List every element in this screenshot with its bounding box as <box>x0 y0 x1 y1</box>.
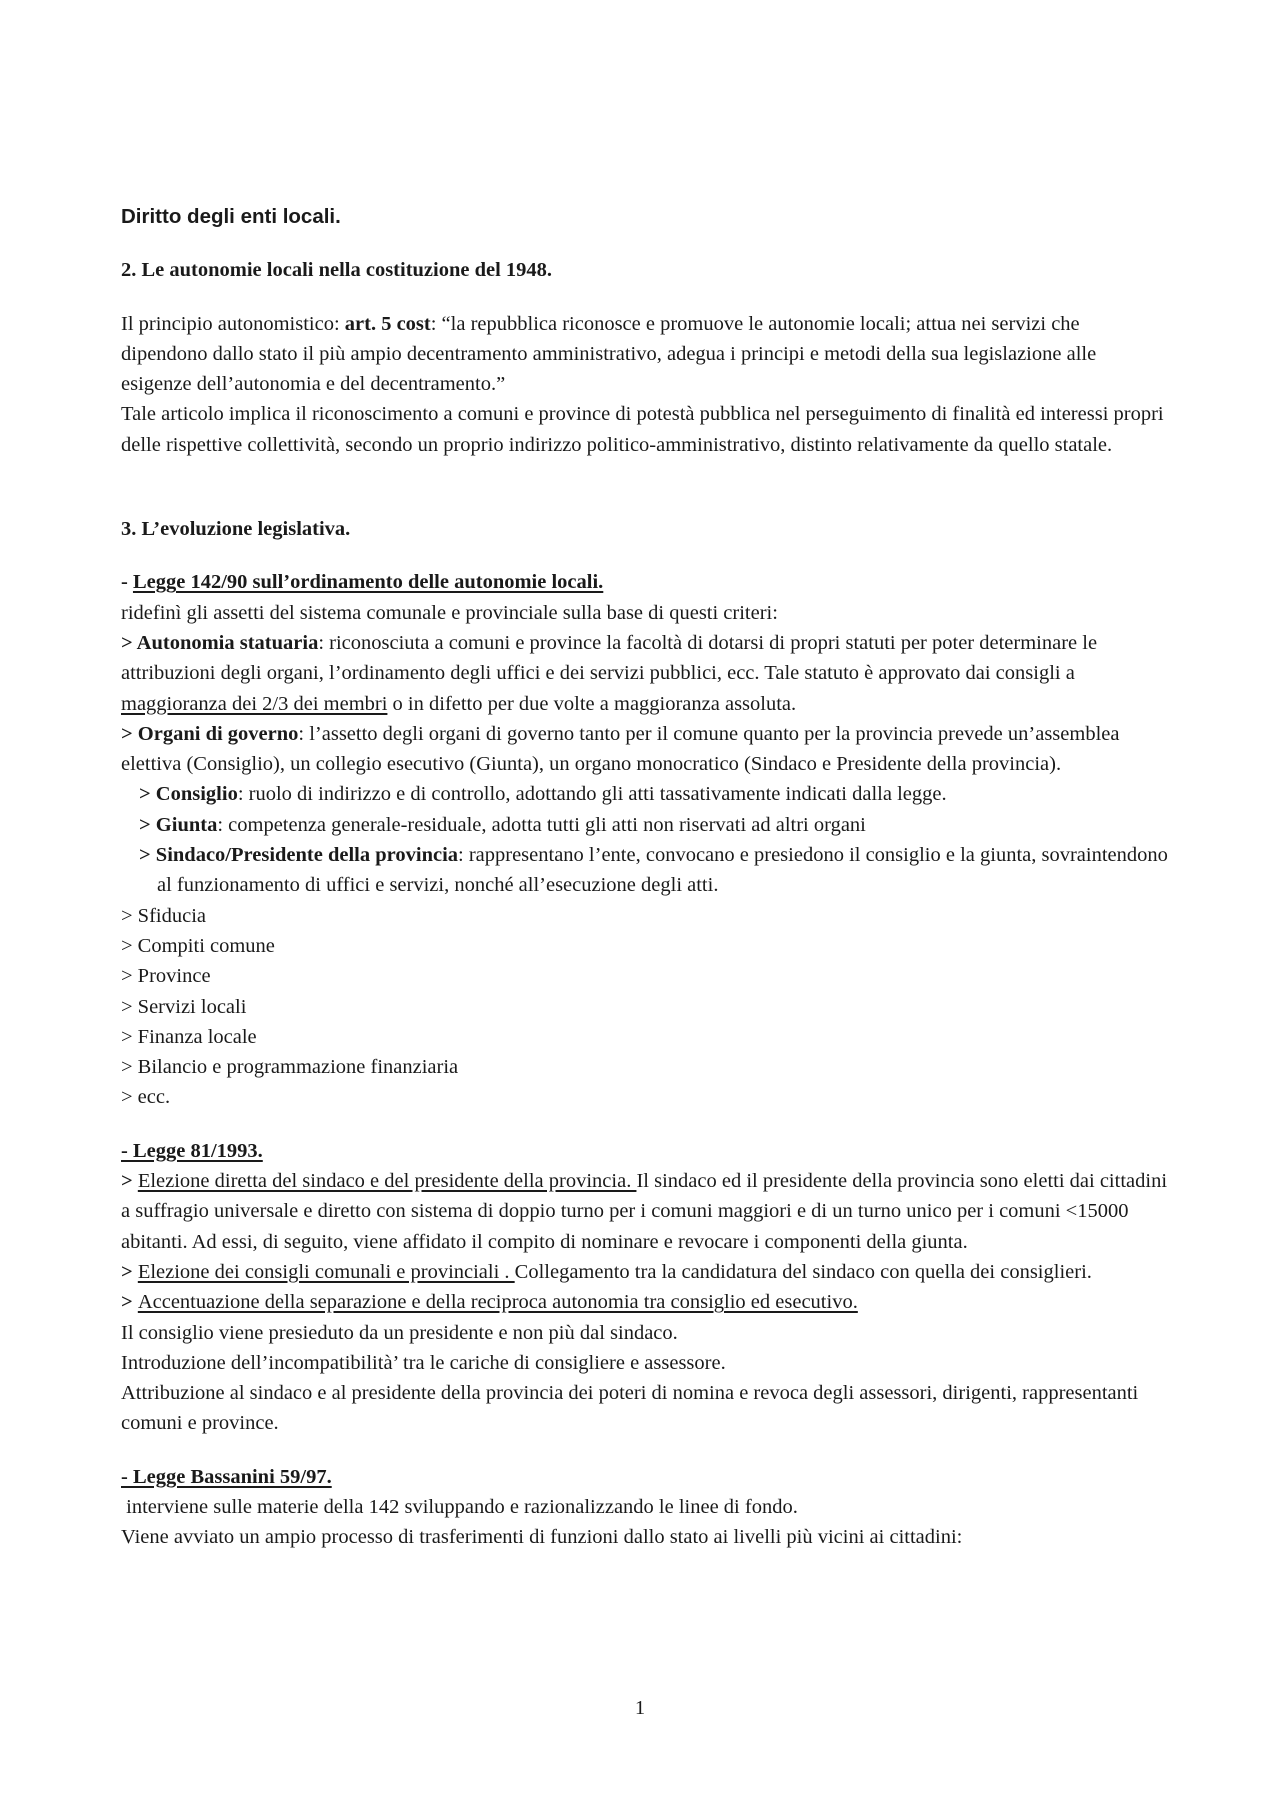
autonomia-statuaria-item: > Autonomia statuaria: riconosciuta a comuni e province la facoltà di dotarsi di propri statuti per poter determinare le attribuzioni degli organi, l’ordinamento degli uffici e dei servizi pubblici, ecc. Tale statuto è approvato dai consigli a maggioranza dei 2/3 dei membri o in difetto per due volte a maggioranza assoluta. <box>121 631 1098 715</box>
article-reference: art. 5 cost <box>344 312 431 335</box>
bassanini-line: interviene sulle materie della 142 sviluppando e razionalizzando le linee di fondo. <box>121 1495 798 1518</box>
list-item: > Finanza locale <box>121 1025 257 1048</box>
list-item: > ecc. <box>121 1086 171 1109</box>
section-2-heading: 2. Le autonomie locali nella costituzione del 1948. <box>121 259 553 282</box>
consiglio-item: > Consiglio: ruolo di indirizzo e di controllo, adottando gli atti tassativamente indicati dalla legge. <box>139 783 947 806</box>
law-142-title: - Legge 142/90 sull’ordinamento delle autonomie locali. <box>121 571 604 594</box>
bassanini-title: - Legge Bassanini 59/97. <box>121 1465 332 1488</box>
law-81-line: Attribuzione al sindaco e al presidente della provincia dei poteri di nomina e revoca degli assessori, dirigenti, rappresentanti comuni e province. <box>121 1382 1139 1435</box>
giunta-item: > Giunta: competenza generale-residuale, adotta tutti gli atti non riservati ad altri organi <box>139 813 866 836</box>
law-81-line: Il consiglio viene presieduto da un presidente e non più dal sindaco. <box>121 1321 678 1344</box>
list-item: > Bilancio e programmazione finanziaria <box>121 1056 459 1079</box>
list-item: > Sfiducia <box>121 904 207 927</box>
document-title: Diritto degli enti locali. <box>121 205 341 228</box>
list-item: > Province <box>121 965 211 988</box>
section-3-heading: 3. L’evoluzione legislativa. <box>121 518 351 541</box>
list-item: > Compiti comune <box>121 934 275 957</box>
elezione-consigli-item: > Elezione dei consigli comunali e provinciali . Collegamento tra la candidatura del sindaco con quella dei consiglieri. <box>121 1260 1092 1283</box>
organi-di-governo-item: > Organi di governo: l’assetto degli organi di governo tanto per il comune quanto per la provincia prevede un’assemblea elettiva (Consiglio), un collegio esecutivo (Giunta), un organo monocratico (Sindaco e Presidente della provincia). <box>121 722 1120 776</box>
section-2-paragraph-2: Tale articolo implica il riconoscimento a comuni e province di potestà pubblica nel perseguimento di finalità ed interessi propri delle rispettive collettività, secondo un proprio indirizzo politico-amministrativo, distinto relativamente da quello statale. <box>121 403 1164 456</box>
underlined-phrase: maggioranza dei 2/3 dei membri <box>121 692 388 715</box>
bassanini-line: Viene avviato un ampio processo di trasferimenti di funzioni dallo stato ai livelli più vicini ai cittadini: <box>121 1526 963 1549</box>
elezione-diretta-item: > Elezione diretta del sindaco e del presidente della provincia. Il sindaco ed il presidente della provincia sono eletti dai cittadini a suffragio universale e diretto con sistema di doppio turno per i comuni maggiori e di un turno unico per i comuni <15000 abitanti. Ad essi, di seguito, viene affidato il compito di nominare e revocare i componenti della giunta. <box>121 1170 1168 1253</box>
law-81-line: Introduzione dell’incompatibilità’ tra le cariche di consigliere e assessore. <box>121 1351 726 1374</box>
sindaco-item: > Sindaco/Presidente della provincia: rappresentano l’ente, convocano e presiedono il consiglio e la giunta, sovraintendono al funzionamento di uffici e servizi, nonché all’esecuzione degli atti. <box>139 844 1168 897</box>
page-number: 1 <box>634 1697 646 1719</box>
section-2-paragraph-1: Il principio autonomistico: art. 5 cost: “la repubblica riconosce e promuove le autonomie locali; attua nei servizi che dipendono dallo stato il più ampio decentramento amministrativo, adegua i principi e metodi della sua legislazione alle esigenze dell’autonomia e del decentramento.” <box>121 312 1097 396</box>
law-81-title: - Legge 81/1993. <box>121 1139 263 1162</box>
list-item: > Servizi locali <box>121 995 247 1018</box>
document-body <box>121 202 1171 1553</box>
separazione-item: > Accentuazione della separazione e della reciproca autonomia tra consiglio ed esecutivo. <box>121 1291 858 1314</box>
law-142-intro: ridefinì gli assetti del sistema comunale e provinciale sulla base di questi criteri: <box>121 601 778 624</box>
